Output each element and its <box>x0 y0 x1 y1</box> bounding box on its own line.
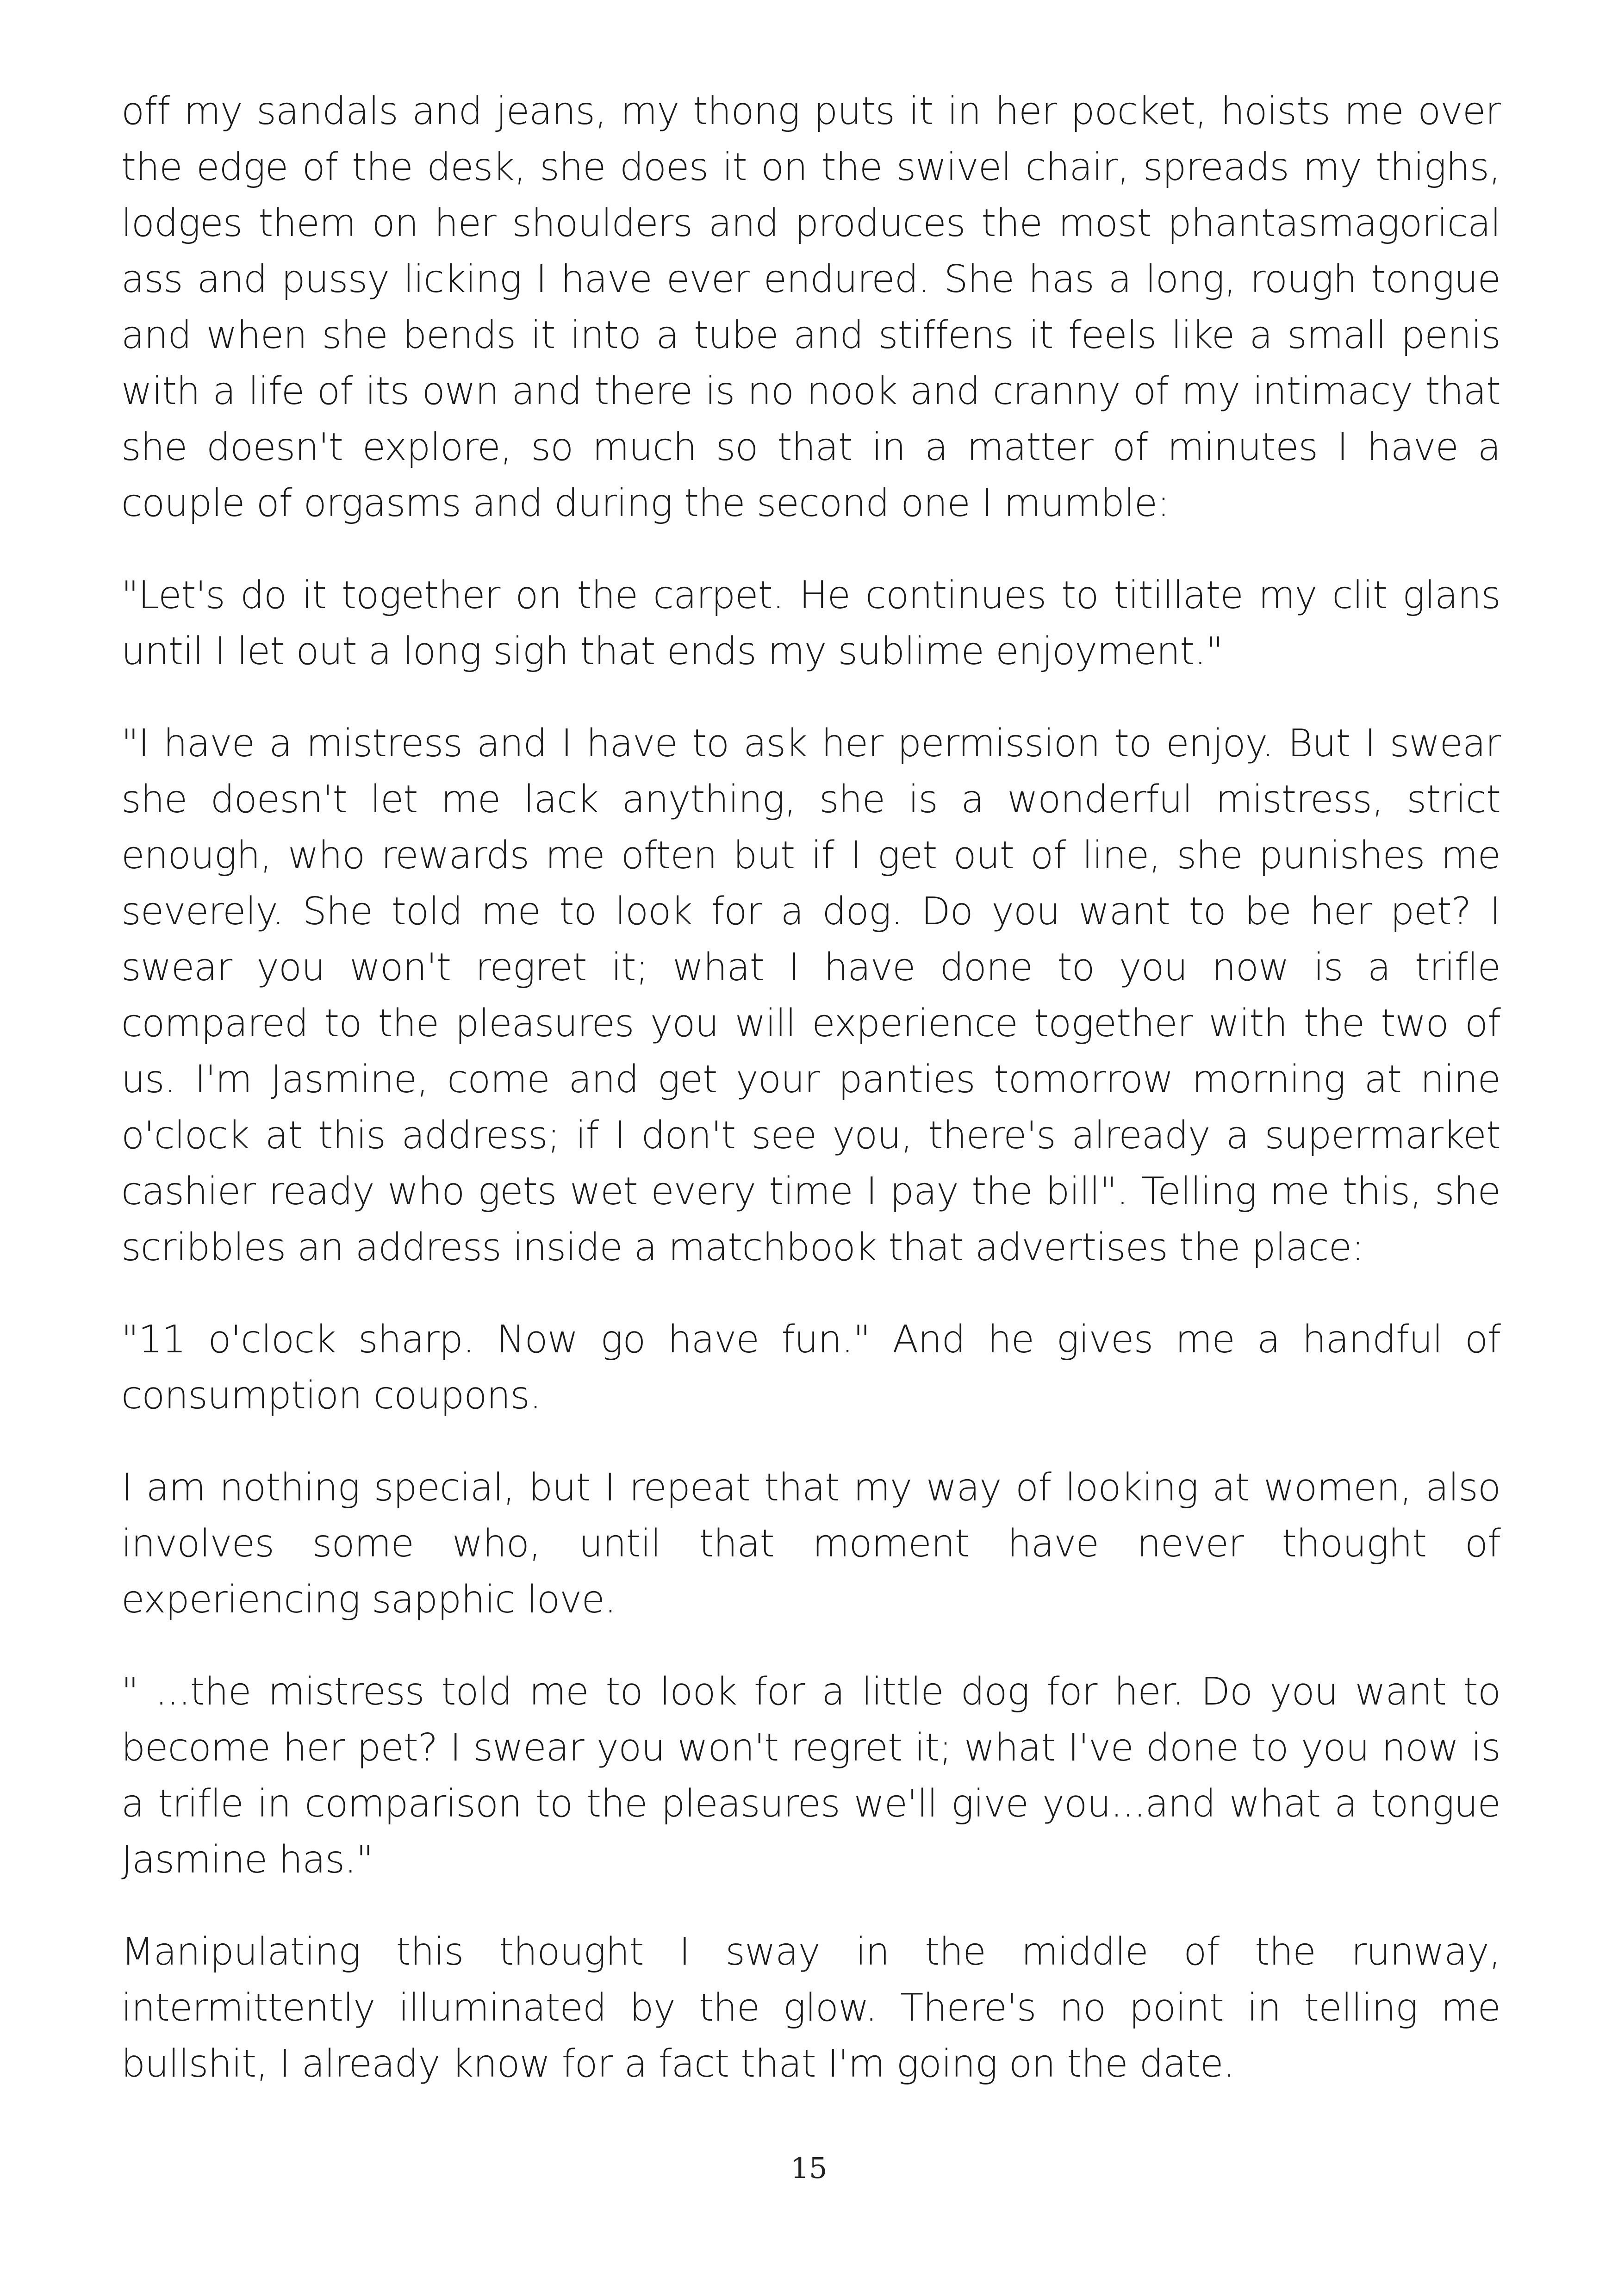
paragraph-2: "Let's do it together on the carpet. He continues to titillate my clit glans until I let out a long sigh that ends my sublime enjoyment." <box>121 573 1500 673</box>
paragraph-6: " ...the mistress told me to look for a little dog for her. Do you want to become her pet? I swear you won't regret it; what I've done to you now is a trifle in comparison to the pleasures we'll give you...and what a tongue Jasmine has." <box>121 1670 1500 1882</box>
paragraph-5: I am nothing special, but I repeat that my way of looking at women, also involves some who, until that moment have never thought of experiencing sapphic love. <box>121 1466 1500 1622</box>
paragraph-4: "11 o'clock sharp. Now go have fun." And he gives me a handful of consumption coupons. <box>121 1318 1500 1418</box>
paragraph-1: off my sandals and jeans, my thong puts it in her pocket, hoists me over the edge of the desk, she does it on the swivel chair, spreads my thighs, lodges them on her shoulders and produces the most phantasmagorical ass and pussy licking I have ever endured. She has a long, rough tongue and when she bends it into a tube and stiffens it feels like a small penis with a life of its own and there is no nook and cranny of my intimacy that she doesn't explore, so much so that in a matter of minutes I have a couple of orgasms and during the second one I mumble: <box>121 89 1500 525</box>
paragraph-7: Manipulating this thought I sway in the middle of the runway, intermittently illuminated by the glow. There's no point in telling me bullshit, I already know for a fact that I'm going on the date. <box>121 1930 1500 2086</box>
page-body <box>121 83 1500 2128</box>
page-number: 15 <box>790 2151 828 2185</box>
paragraph-3: "I have a mistress and I have to ask her permission to enjoy. But I swear she doesn't let me lack anything, she is a wonderful mistress, strict enough, who rewards me often but if I get out of line, she punishes me severely. She told me to look for a dog. Do you want to be her pet? I swear you won't regret it; what I have done to you now is a trifle compared to the pleasures you will experience together with the two of us. I'm Jasmine, come and get your panties tomorrow morning at nine o'clock at this address; if I don't see you, there's already a supermarket cashier ready who gets wet every time I pay the bill". Telling me this, she scribbles an address inside a matchbook that advertises the place: <box>121 722 1500 1269</box>
